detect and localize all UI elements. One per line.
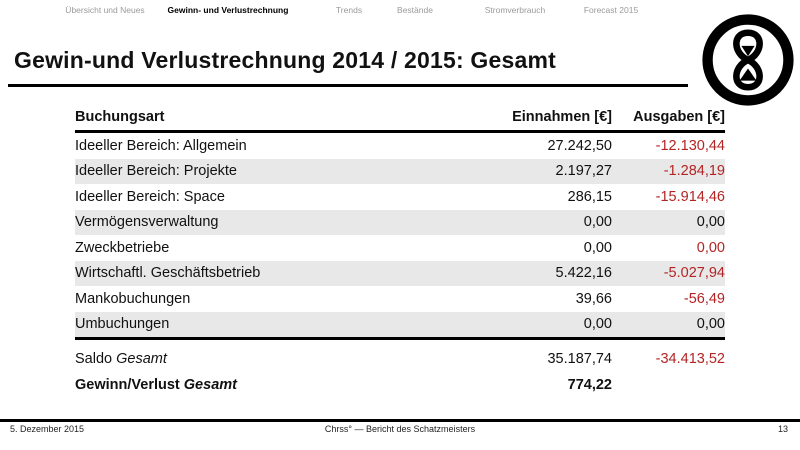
summary-einnahmen: 774,22 [567, 377, 612, 393]
table-row [75, 133, 725, 159]
nav-item-uebersicht[interactable]: Übersicht und Neues [65, 5, 145, 15]
footer-page-number: 13 [777, 424, 788, 434]
row-label: Ideeller Bereich: Allgemein [75, 137, 247, 154]
row-einnahmen: 39,66 [575, 290, 612, 307]
nav-item-gewinn-verlust[interactable]: Gewinn- und Verlustrechnung [167, 5, 289, 15]
row-einnahmen: 5.422,16 [555, 265, 612, 282]
row-einnahmen: 0,00 [583, 214, 612, 231]
profit-loss-table [75, 103, 725, 398]
summary-label-text: Saldo [75, 351, 117, 367]
nav-item-stromverbrauch[interactable]: Stromverbrauch [484, 5, 546, 15]
row-ausgaben: -1.284,19 [663, 163, 725, 180]
row-label: Ideeller Bereich: Space [75, 188, 225, 205]
summary-label-em: Gesamt [183, 377, 237, 393]
summary-label-em: Gesamt [116, 351, 167, 367]
row-ausgaben: -15.914,46 [655, 188, 725, 205]
row-einnahmen: 0,00 [583, 316, 612, 333]
summary-label [75, 377, 375, 393]
row-ausgaben: -12.130,44 [655, 137, 725, 154]
row-ausgaben: 0,00 [696, 316, 725, 333]
table-row [75, 159, 725, 185]
row-label: Zweckbetriebe [75, 239, 170, 256]
summary-rule [75, 337, 725, 340]
table-row [75, 184, 725, 210]
row-label: Vermögensverwaltung [75, 214, 219, 231]
row-ausgaben: -5.027,94 [663, 265, 725, 282]
table-row [75, 312, 725, 338]
hourglass-logo-icon [701, 13, 795, 107]
row-einnahmen: 27.242,50 [547, 137, 612, 154]
col-header-ausgaben: Ausgaben [€] [633, 108, 725, 125]
col-header-einnahmen: Einnahmen [€] [512, 108, 612, 125]
table-summary [75, 346, 725, 398]
row-label: Wirtschaftl. Geschäftsbetrieb [75, 265, 261, 282]
footer-date: 5. Dezember 2015 [10, 424, 85, 434]
summary-einnahmen: 35.187,74 [547, 351, 612, 367]
row-label: Umbuchungen [75, 316, 170, 333]
footer-rule [0, 419, 800, 422]
row-einnahmen: 286,15 [567, 188, 612, 205]
table-row [75, 235, 725, 261]
summary-ausgaben: -34.413,52 [655, 351, 725, 367]
summary-label [75, 351, 375, 367]
footer-author-title: Chrss° — Bericht des Schatzmeisters [324, 424, 476, 434]
nav-item-trends[interactable]: Trends [335, 5, 363, 15]
table-row [75, 261, 725, 287]
col-header-buchungsart: Buchungsart [75, 108, 165, 125]
summary-row-gewinn-verlust [75, 372, 725, 398]
title-underline [8, 84, 688, 87]
row-ausgaben: 0,00 [696, 239, 725, 256]
row-label: Mankobuchungen [75, 290, 191, 307]
nav-item-forecast[interactable]: Forecast 2015 [583, 5, 639, 15]
page-title: Gewin-und Verlustrechnung 2014 / 2015: Gesamt [14, 47, 557, 73]
summary-row-saldo [75, 346, 725, 372]
row-einnahmen: 0,00 [583, 239, 612, 256]
row-label: Ideeller Bereich: Projekte [75, 163, 237, 180]
table-row [75, 210, 725, 236]
table-row [75, 286, 725, 312]
row-ausgaben: -56,49 [683, 290, 725, 307]
row-einnahmen: 2.197,27 [555, 163, 612, 180]
nav-item-bestaende[interactable]: Bestände [397, 5, 433, 15]
summary-label-text: Gewinn/Verlust [75, 377, 184, 393]
row-ausgaben: 0,00 [696, 214, 725, 231]
table-header-row [75, 103, 725, 130]
